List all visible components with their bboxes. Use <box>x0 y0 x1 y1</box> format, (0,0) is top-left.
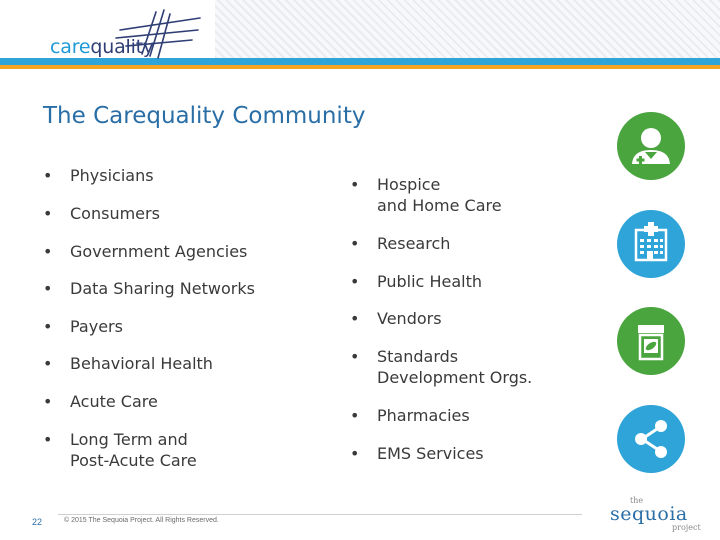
bullet: • <box>43 242 53 261</box>
list-item-label: Vendors <box>377 309 442 328</box>
sequoia-logo <box>610 497 706 533</box>
list-item-label: Standards <box>377 347 459 366</box>
sequoia-word: sequoia <box>610 503 688 525</box>
hospital-icon <box>617 210 685 278</box>
list-item-label: Behavioral Health <box>70 354 213 373</box>
sequoia-project: project <box>672 523 701 532</box>
bullet: • <box>350 406 360 425</box>
list-item-label-line2: Post-Acute Care <box>70 451 197 470</box>
page-number: 22 <box>32 517 43 527</box>
bullet: • <box>350 234 360 253</box>
list-item-label-line2: Development Orgs. <box>377 368 533 387</box>
header-rule-orange <box>0 65 720 69</box>
bullet: • <box>43 392 53 411</box>
list-item-label: EMS Services <box>377 444 484 463</box>
logo-text-suffix: quality <box>90 36 154 58</box>
bullet: • <box>43 204 53 223</box>
bullet: • <box>350 272 360 291</box>
bullet: • <box>43 166 53 185</box>
bullet: • <box>350 444 360 463</box>
header-rule-blue <box>0 58 720 65</box>
copyright-text: © 2015 The Sequoia Project. All Rights Reserved. <box>64 517 219 524</box>
bullet: • <box>43 317 53 336</box>
medicine-jar-icon <box>617 307 685 375</box>
list-item-label: Physicians <box>70 166 154 185</box>
bullet: • <box>43 430 53 449</box>
logo-text-prefix: care <box>50 36 91 58</box>
list-item-label-line2: and Home Care <box>377 196 502 215</box>
list-item-label: Consumers <box>70 204 160 223</box>
bullet: • <box>43 354 53 373</box>
header-pattern <box>215 0 720 58</box>
list-item-label: Pharmacies <box>377 406 470 425</box>
list-item-label: Payers <box>70 317 123 336</box>
page-title: The Carequality Community <box>43 103 366 129</box>
share-icon <box>617 405 685 473</box>
list-item-label: Public Health <box>377 272 482 291</box>
list-item-label: Long Term and <box>70 430 188 449</box>
bullet: • <box>43 279 53 298</box>
list-item-label: Government Agencies <box>70 242 248 261</box>
list-item-label: Acute Care <box>70 392 158 411</box>
sequoia-the: the <box>630 496 644 505</box>
list-item-label: Hospice <box>377 175 441 194</box>
bullet: • <box>350 347 360 366</box>
doctor-icon <box>617 112 685 180</box>
list-item-label: Research <box>377 234 451 253</box>
bullet: • <box>350 175 360 194</box>
footer-rule <box>58 514 582 515</box>
logo-mark-icon <box>112 8 204 60</box>
list-item-label: Data Sharing Networks <box>70 279 255 298</box>
bullet: • <box>350 309 360 328</box>
